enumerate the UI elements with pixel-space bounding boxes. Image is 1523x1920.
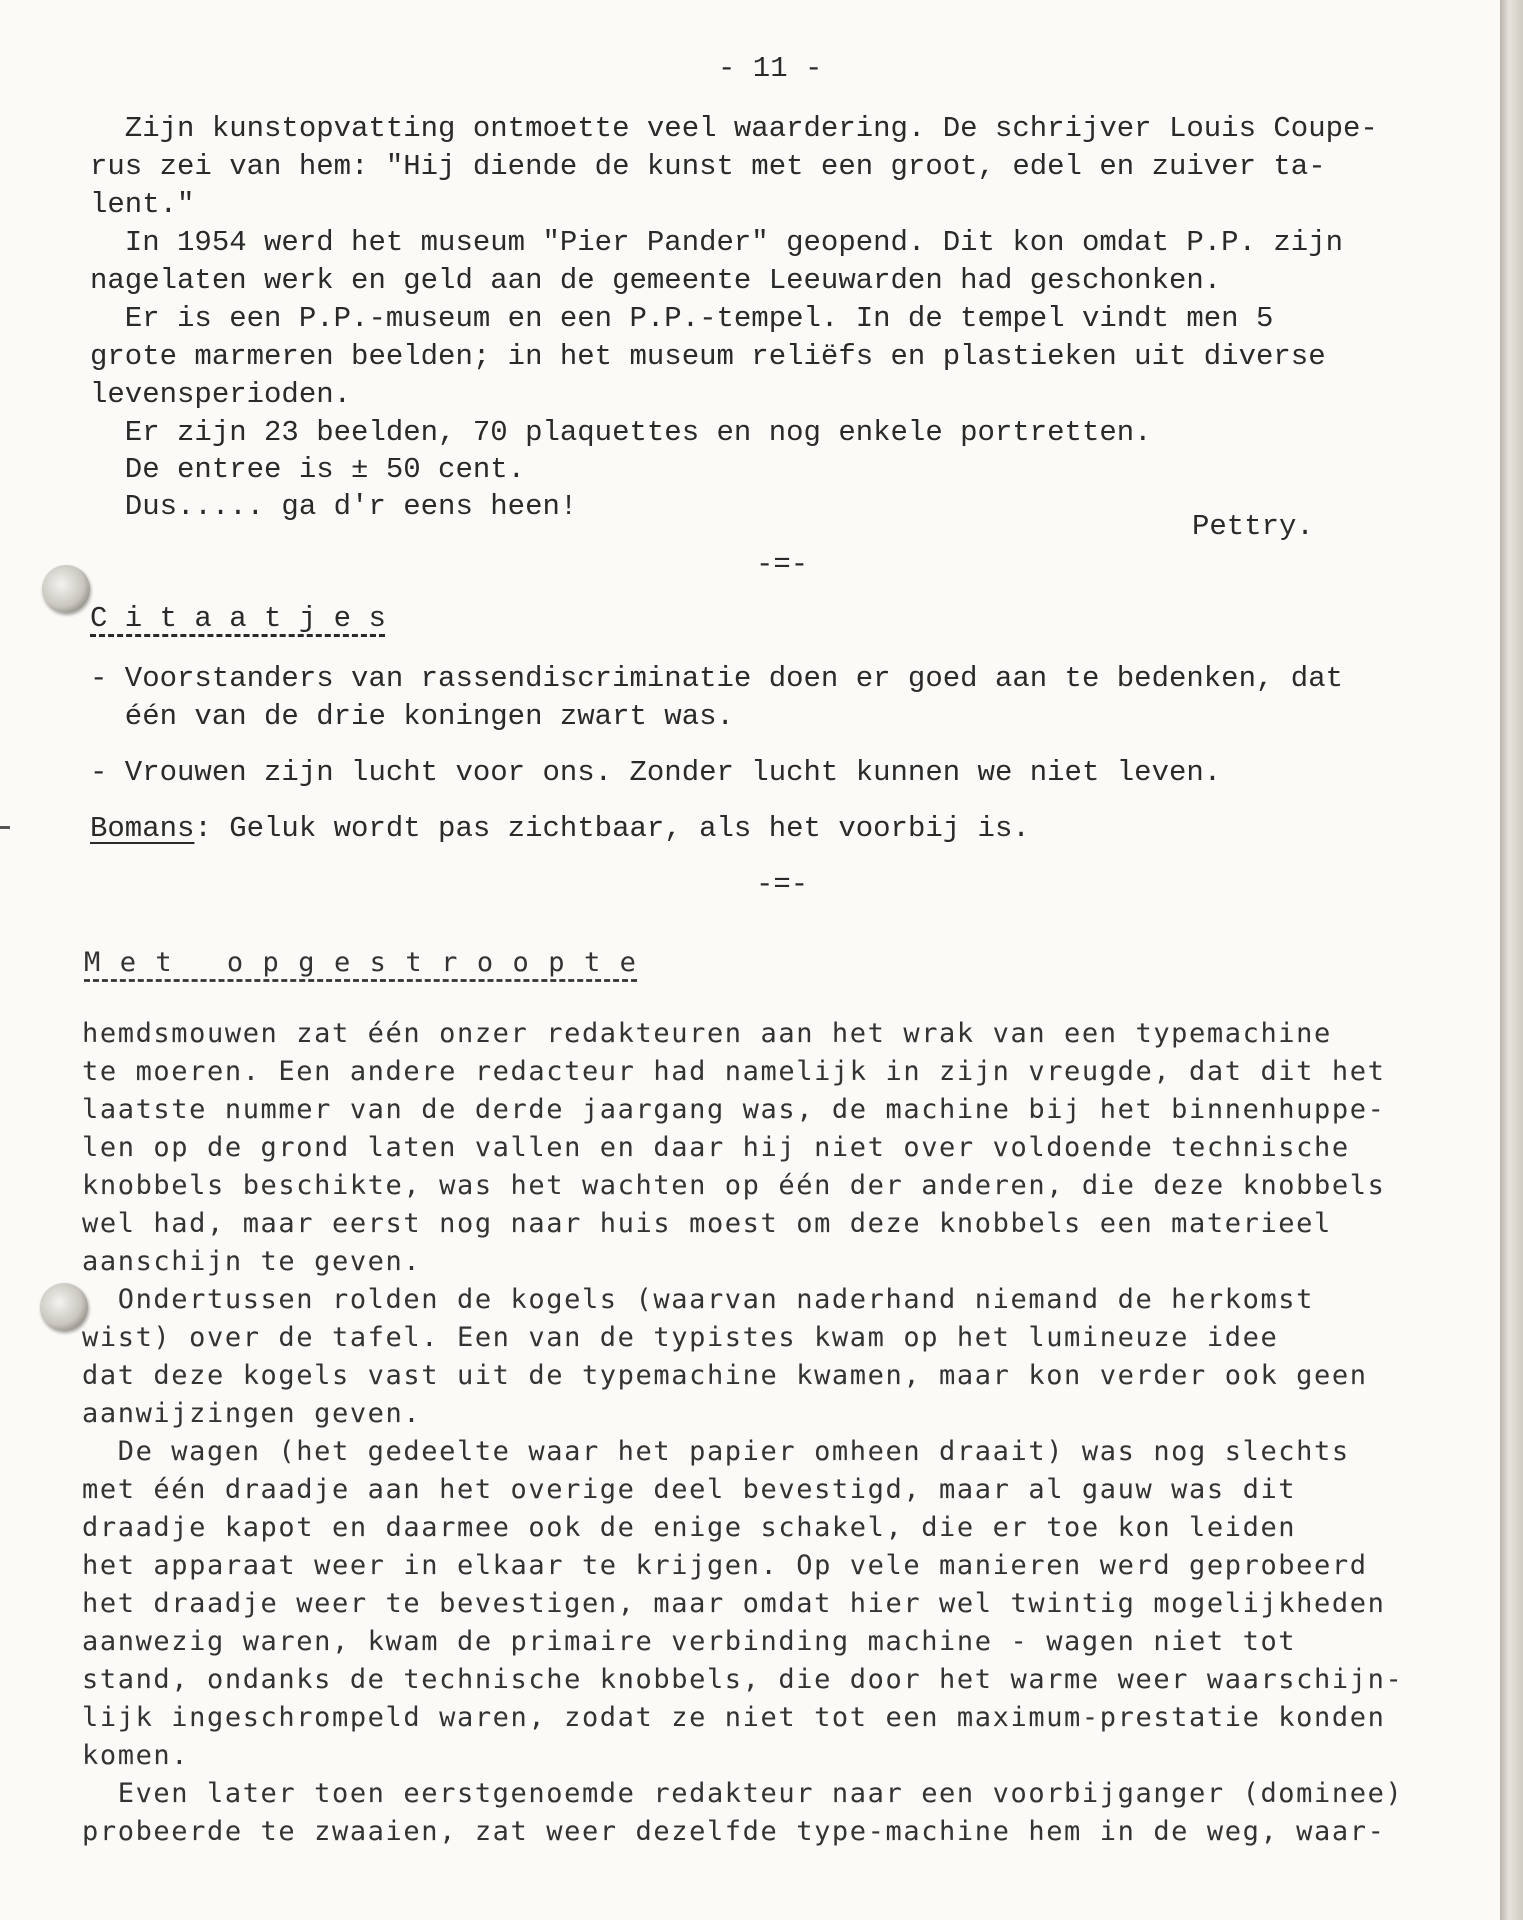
article-line: komen. (82, 1740, 190, 1771)
signature: Pettry. (1192, 510, 1314, 543)
text-line: grote marmeren beelden; in het museum reliëfs en plastieken uit diverse (90, 340, 1326, 373)
article-line: het draadje weer te bevestigen, maar omdat hier wel twintig mogelijkheden (82, 1588, 1386, 1619)
bomans-quote (90, 810, 1030, 848)
article-line: stand, ondanks de technische knobbels, die door het warme weer waarschijn- (82, 1664, 1404, 1695)
quote-line: - Voorstanders van rassendiscriminatie doen er goed aan te bedenken, dat (90, 662, 1344, 695)
article-line: wist) over de tafel. Een van de typistes kwam op het lumineuze idee (82, 1322, 1279, 1353)
article-line: Even later toen eerstgenoemde redakteur naar een voorbijganger (dominee) (82, 1778, 1404, 1809)
article-line: draadje kapot en daarmee ook de enige schakel, die er toe kon leiden (82, 1512, 1297, 1543)
article-line: hemdsmouwen zat één onzer redakteuren aan het wrak van een typemachine (82, 1018, 1332, 1049)
punch-hole-bottom (40, 1283, 88, 1331)
text-line: rus zei van hem: "Hij diende de kunst met een groot, edel en zuiver ta- (90, 150, 1326, 183)
article-line: aanschijn te geven. (82, 1246, 422, 1277)
article-line: dat deze kogels vast uit de typemachine kwamen, maar kon verder ook geen (82, 1360, 1368, 1391)
article-line: len op de grond laten vallen en daar hij niet over voldoende technische (82, 1132, 1350, 1163)
article-line: probeerde te zwaaien, zat weer dezelfde type-machine hem in de weg, waar- (82, 1816, 1386, 1847)
margin-mark (0, 826, 10, 829)
page-edge (1500, 0, 1523, 1920)
separator: -=- (756, 868, 809, 901)
bomans-text: : Geluk wordt pas zichtbaar, als het voorbij is. (194, 812, 1030, 845)
text-line: Zijn kunstopvatting ontmoette veel waardering. De schrijver Louis Coupe- (90, 112, 1378, 145)
punch-hole-top (42, 565, 90, 613)
article-line: wel had, maar eerst nog naar huis moest om deze knobbels een materieel (82, 1208, 1332, 1239)
article-line: knobbels beschikte, was het wachten op één der anderen, die deze knobbels (82, 1170, 1386, 1201)
article-line: laatste nummer van de derde jaargang was, de machine bij het binnenhuppe- (82, 1094, 1386, 1125)
article-line: te moeren. Een andere redacteur had namelijk in zijn vreugde, dat dit het (82, 1056, 1386, 1087)
bomans-label: Bomans (90, 812, 195, 845)
text-line: lent." (90, 188, 195, 221)
quote-line: één van de drie koningen zwart was. (90, 700, 734, 733)
text-line: levensperioden. (90, 378, 352, 411)
text-line: nagelaten werk en geld aan de gemeente Leeuwarden had geschonken. (90, 264, 1222, 297)
section-heading: M e t o p g e s t r o o p t e (84, 947, 638, 978)
text-line: Er is een P.P.-museum en een P.P.-tempel. In de tempel vindt men 5 (90, 302, 1274, 335)
article-line: De wagen (het gedeelte waar het papier omheen draait) was nog slechts (82, 1436, 1350, 1467)
text-line: In 1954 werd het museum "Pier Pander" geopend. Dit kon omdat P.P. zijn (90, 226, 1344, 259)
article-line: het apparaat weer in elkaar te krijgen. Op vele manieren werd geprobeerd (82, 1550, 1368, 1581)
article-line: aanwezig waren, kwam de primaire verbinding machine - wagen niet tot (82, 1626, 1297, 1657)
article-line: Ondertussen rolden de kogels (waarvan naderhand niemand de herkomst (82, 1284, 1315, 1315)
text-line: De entree is ± 50 cent. (90, 453, 526, 486)
section-heading: C i t a a t j e s (90, 602, 386, 635)
separator: -=- (756, 548, 809, 581)
text-line: Dus..... ga d'r eens heen! (90, 490, 578, 523)
article-line: lijk ingeschrompeld waren, zodat ze niet tot een maximum-prestatie konden (82, 1702, 1386, 1733)
article-line: aanwijzingen geven. (82, 1398, 422, 1429)
page-number: - 11 - (718, 52, 823, 85)
text-line: Er zijn 23 beelden, 70 plaquettes en nog enkele portretten. (90, 416, 1152, 449)
quote-line: - Vrouwen zijn lucht voor ons. Zonder lucht kunnen we niet leven. (90, 756, 1222, 789)
article-line: met één draadje aan het overige deel bevestigd, maar al gauw was dit (82, 1474, 1297, 1505)
